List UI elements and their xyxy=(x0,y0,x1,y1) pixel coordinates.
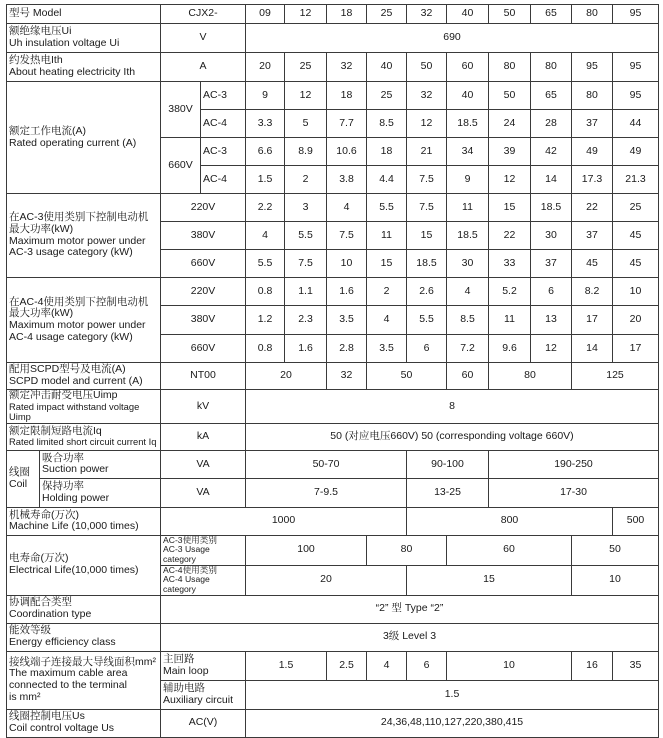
value-cell: 4 xyxy=(327,194,367,222)
value-cell: 3.3 xyxy=(246,110,285,138)
value-cell: 500 xyxy=(613,507,659,535)
rated-current-label: 额定工作电流(A) Rated operating current (A) xyxy=(7,82,161,194)
value-cell: 4 xyxy=(367,651,407,680)
uimp-label: 额定冲击耐受电压Uimp Rated impact withstand voltage Uimp xyxy=(7,390,161,424)
value-cell: 32 xyxy=(327,363,367,390)
elec-ac3-label: AC-3使用类别 AC-3 Usage category xyxy=(161,535,246,565)
value-cell: 45 xyxy=(613,250,659,278)
value-cell: 2 xyxy=(285,166,327,194)
mech-life-row xyxy=(7,507,659,535)
value-cell: 7-9.5 xyxy=(246,479,407,508)
value-cell: 100 xyxy=(246,535,367,565)
value-cell: 4 xyxy=(246,222,285,250)
value-cell: 35 xyxy=(613,651,659,680)
value-cell: 50 xyxy=(407,53,447,82)
model-50: 50 xyxy=(489,5,531,24)
model-prefix: CJX2- xyxy=(161,5,246,24)
value-cell: 11 xyxy=(367,222,407,250)
value-cell: 18 xyxy=(327,82,367,110)
value-cell: 0.8 xyxy=(246,335,285,363)
aux-circuit-value: 1.5 xyxy=(246,680,659,709)
value-cell: 21.3 xyxy=(613,166,659,194)
value-cell: 12 xyxy=(489,166,531,194)
value-cell: 7.7 xyxy=(327,110,367,138)
value-cell: 18.5 xyxy=(447,222,489,250)
scpd-model: NT00 xyxy=(161,363,246,390)
value-cell: 125 xyxy=(572,363,659,390)
value-cell: 50-70 xyxy=(246,450,407,479)
value-cell: 10 xyxy=(447,651,572,680)
value-cell: 15 xyxy=(489,194,531,222)
model-label: 型号 Model xyxy=(7,5,161,24)
value-cell: 25 xyxy=(285,53,327,82)
value-cell: 16 xyxy=(572,651,613,680)
value-cell: 25 xyxy=(367,82,407,110)
value-cell: 5.5 xyxy=(367,194,407,222)
voltage-cell: 660V xyxy=(161,335,246,363)
motor-ac3-row xyxy=(7,194,659,222)
rated-current-row xyxy=(7,82,659,110)
efficiency-value: 3级 Level 3 xyxy=(161,623,659,651)
value-cell: 40 xyxy=(447,82,489,110)
aux-circuit-label: 辅助电路 Auxiliary circuit xyxy=(161,680,246,709)
voltage-cell: 380V xyxy=(161,82,201,138)
voltage-cell: 380V xyxy=(161,222,246,250)
voltage-cell: 220V xyxy=(161,278,246,306)
value-cell: 22 xyxy=(489,222,531,250)
mech-life-label: 机械寿命(万次) Machine Life (10,000 times) xyxy=(7,507,161,535)
value-cell: 49 xyxy=(613,138,659,166)
value-cell: 2 xyxy=(367,278,407,306)
value-cell: 37 xyxy=(572,222,613,250)
value-cell: 34 xyxy=(447,138,489,166)
value-cell: 8.9 xyxy=(285,138,327,166)
elec-life-label: 电寿命(万次) Electrical Life(10,000 times) xyxy=(7,535,161,595)
value-cell: 17 xyxy=(572,306,613,335)
value-cell: 2.5 xyxy=(327,651,367,680)
elec-life-row xyxy=(7,535,659,565)
value-cell: 21 xyxy=(407,138,447,166)
value-cell: 7.5 xyxy=(407,166,447,194)
value-cell: 80 xyxy=(489,363,572,390)
value-cell: 1.1 xyxy=(285,278,327,306)
value-cell: 20 xyxy=(246,565,407,595)
heating-unit: A xyxy=(161,53,246,82)
value-cell: 4 xyxy=(447,278,489,306)
value-cell: 8.5 xyxy=(447,306,489,335)
voltage-cell: 660V xyxy=(161,138,201,194)
value-cell: 2.6 xyxy=(407,278,447,306)
value-cell: 1000 xyxy=(161,507,407,535)
model-09: 09 xyxy=(246,5,285,24)
value-cell: 5.2 xyxy=(489,278,531,306)
value-cell: 25 xyxy=(613,194,659,222)
value-cell: 10.6 xyxy=(327,138,367,166)
value-cell: 10 xyxy=(572,565,659,595)
coil-voltage-value: 24,36,48,110,127,220,380,415 xyxy=(246,709,659,737)
value-cell: 12 xyxy=(285,82,327,110)
coil-suction-row xyxy=(7,450,659,479)
value-cell: 15 xyxy=(407,565,572,595)
value-cell: 33 xyxy=(489,250,531,278)
iq-label: 额定限制短路电流Iq Rated limited short circuit current Iq xyxy=(7,423,161,450)
value-cell: 18 xyxy=(367,138,407,166)
iq-unit: kA xyxy=(161,423,246,450)
value-cell: 3.5 xyxy=(327,306,367,335)
value-cell: 0.8 xyxy=(246,278,285,306)
value-cell: 6 xyxy=(407,651,447,680)
voltage-cell: 660V xyxy=(161,250,246,278)
insulation-value: 690 xyxy=(246,24,659,53)
value-cell: 60 xyxy=(447,53,489,82)
motor-ac4-label: 在AC-4使用类别下控制电动机 最大功率(kW) Maximum motor power under AC-4 usage category (kW) xyxy=(7,278,161,363)
value-cell: 17.3 xyxy=(572,166,613,194)
value-cell: 9 xyxy=(246,82,285,110)
scpd-row xyxy=(7,363,659,390)
value-cell: 1.2 xyxy=(246,306,285,335)
value-cell: 8.2 xyxy=(572,278,613,306)
value-cell: 2.8 xyxy=(327,335,367,363)
uimp-row xyxy=(7,390,659,424)
value-cell: 32 xyxy=(327,53,367,82)
coordination-value: “2” 型 Type “2” xyxy=(161,595,659,623)
value-cell: 32 xyxy=(407,82,447,110)
value-cell: 2.2 xyxy=(246,194,285,222)
model-row xyxy=(7,5,659,24)
value-cell: 13 xyxy=(531,306,572,335)
value-cell: 15 xyxy=(407,222,447,250)
value-cell: 7.5 xyxy=(285,250,327,278)
voltage-cell: 380V xyxy=(161,306,246,335)
value-cell: 17-30 xyxy=(489,479,659,508)
uimp-unit: kV xyxy=(161,390,246,424)
value-cell: 6.6 xyxy=(246,138,285,166)
value-cell: 50 xyxy=(489,82,531,110)
value-cell: 1.5 xyxy=(246,651,327,680)
value-cell: 50 xyxy=(367,363,447,390)
scpd-label: 配用SCPD型号及电流(A) SCPD model and current (A) xyxy=(7,363,161,390)
value-cell: 39 xyxy=(489,138,531,166)
value-cell: 45 xyxy=(613,222,659,250)
model-12: 12 xyxy=(285,5,327,24)
value-cell: 4 xyxy=(367,306,407,335)
insulation-label: 额绝缘电压Ui Uh insulation voltage Ui xyxy=(7,24,161,53)
value-cell: 60 xyxy=(447,535,572,565)
heating-row xyxy=(7,53,659,82)
value-cell: 1.5 xyxy=(246,166,285,194)
category-cell: AC-4 xyxy=(201,110,246,138)
value-cell: 14 xyxy=(572,335,613,363)
value-cell: 18.5 xyxy=(407,250,447,278)
value-cell: 45 xyxy=(572,250,613,278)
value-cell: 9 xyxy=(447,166,489,194)
value-cell: 1.6 xyxy=(327,278,367,306)
value-cell: 90-100 xyxy=(407,450,489,479)
main-loop-label: 主回路 Main loop xyxy=(161,651,246,680)
value-cell: 42 xyxy=(531,138,572,166)
value-cell: 20 xyxy=(246,363,327,390)
coil-label-cell xyxy=(7,450,161,507)
model-65: 65 xyxy=(531,5,572,24)
spec-table xyxy=(6,4,659,738)
value-cell: 7.5 xyxy=(407,194,447,222)
iq-value: 50 (对应电压660V) 50 (corresponding voltage 660V) xyxy=(246,423,659,450)
value-cell: 3 xyxy=(285,194,327,222)
value-cell: 80 xyxy=(531,53,572,82)
value-cell: 95 xyxy=(613,82,659,110)
efficiency-label: 能效等级 Energy efficiency class xyxy=(7,623,161,651)
value-cell: 44 xyxy=(613,110,659,138)
value-cell: 95 xyxy=(613,53,659,82)
model-40: 40 xyxy=(447,5,489,24)
value-cell: 20 xyxy=(246,53,285,82)
value-cell: 7.2 xyxy=(447,335,489,363)
category-cell: AC-4 xyxy=(201,166,246,194)
value-cell: 18.5 xyxy=(531,194,572,222)
efficiency-row xyxy=(7,623,659,651)
insulation-row xyxy=(7,24,659,53)
coordination-row xyxy=(7,595,659,623)
suction-label: 吸合功率 Suction power xyxy=(40,451,161,479)
value-cell: 1.6 xyxy=(285,335,327,363)
coil-voltage-row xyxy=(7,709,659,737)
model-18: 18 xyxy=(327,5,367,24)
value-cell: 10 xyxy=(613,278,659,306)
value-cell: 60 xyxy=(447,363,489,390)
value-cell: 14 xyxy=(531,166,572,194)
category-cell: AC-3 xyxy=(201,82,246,110)
value-cell: 95 xyxy=(572,53,613,82)
coil-label: 线圈 Coil xyxy=(7,451,40,507)
value-cell: 30 xyxy=(447,250,489,278)
value-cell: 6 xyxy=(407,335,447,363)
model-80: 80 xyxy=(572,5,613,24)
value-cell: 12 xyxy=(407,110,447,138)
value-cell: 37 xyxy=(531,250,572,278)
motor-ac4-row xyxy=(7,278,659,306)
value-cell: 40 xyxy=(367,53,407,82)
value-cell: 5 xyxy=(285,110,327,138)
heating-label: 约发热电Ith About heating electricity Ith xyxy=(7,53,161,82)
value-cell: 49 xyxy=(572,138,613,166)
value-cell: 10 xyxy=(327,250,367,278)
value-cell: 65 xyxy=(531,82,572,110)
model-95: 95 xyxy=(613,5,659,24)
value-cell: 18.5 xyxy=(447,110,489,138)
value-cell: 24 xyxy=(489,110,531,138)
value-cell: 8.5 xyxy=(367,110,407,138)
holding-label: 保持功率 Holding power xyxy=(42,480,110,504)
value-cell: 15 xyxy=(367,250,407,278)
value-cell: 800 xyxy=(407,507,613,535)
uimp-value: 8 xyxy=(246,390,659,424)
value-cell: 5.5 xyxy=(246,250,285,278)
value-cell: 4.4 xyxy=(367,166,407,194)
value-cell: 13-25 xyxy=(407,479,489,508)
value-cell: 80 xyxy=(489,53,531,82)
value-cell: 2.3 xyxy=(285,306,327,335)
value-cell: 22 xyxy=(572,194,613,222)
value-cell: 7.5 xyxy=(327,222,367,250)
elec-ac4-label: AC-4使用类别 AC-4 Usage category xyxy=(161,565,246,595)
model-25: 25 xyxy=(367,5,407,24)
model-32: 32 xyxy=(407,5,447,24)
value-cell: 50 xyxy=(572,535,659,565)
value-cell: 37 xyxy=(572,110,613,138)
value-cell: 11 xyxy=(447,194,489,222)
coil-voltage-label: 线圈控制电压Us Coil control voltage Us xyxy=(7,709,161,737)
value-cell: 28 xyxy=(531,110,572,138)
category-cell: AC-3 xyxy=(201,138,246,166)
value-cell: 5.5 xyxy=(285,222,327,250)
value-cell: 5.5 xyxy=(407,306,447,335)
iq-row xyxy=(7,423,659,450)
value-cell: 20 xyxy=(613,306,659,335)
value-cell: 11 xyxy=(489,306,531,335)
motor-ac3-label: 在AC-3使用类别下控制电动机 最大功率(kW) Maximum motor power under AC-3 usage category (kW) xyxy=(7,194,161,278)
voltage-cell: 220V xyxy=(161,194,246,222)
suction-unit: VA xyxy=(161,450,246,479)
holding-unit: VA xyxy=(161,479,246,508)
coordination-label: 协调配合类型 Coordination type xyxy=(7,595,161,623)
insulation-unit: V xyxy=(161,24,246,53)
value-cell: 6 xyxy=(531,278,572,306)
cable-label: 接线端子连接最大导线面积mm² The maximum cable area connected to the terminal is mm² xyxy=(7,651,161,709)
value-cell: 9.6 xyxy=(489,335,531,363)
value-cell: 80 xyxy=(572,82,613,110)
value-cell: 190-250 xyxy=(489,450,659,479)
value-cell: 80 xyxy=(367,535,447,565)
value-cell: 30 xyxy=(531,222,572,250)
value-cell: 17 xyxy=(613,335,659,363)
cable-main-row xyxy=(7,651,659,680)
coil-voltage-unit: AC(V) xyxy=(161,709,246,737)
value-cell: 3.5 xyxy=(367,335,407,363)
value-cell: 3.8 xyxy=(327,166,367,194)
value-cell: 12 xyxy=(531,335,572,363)
